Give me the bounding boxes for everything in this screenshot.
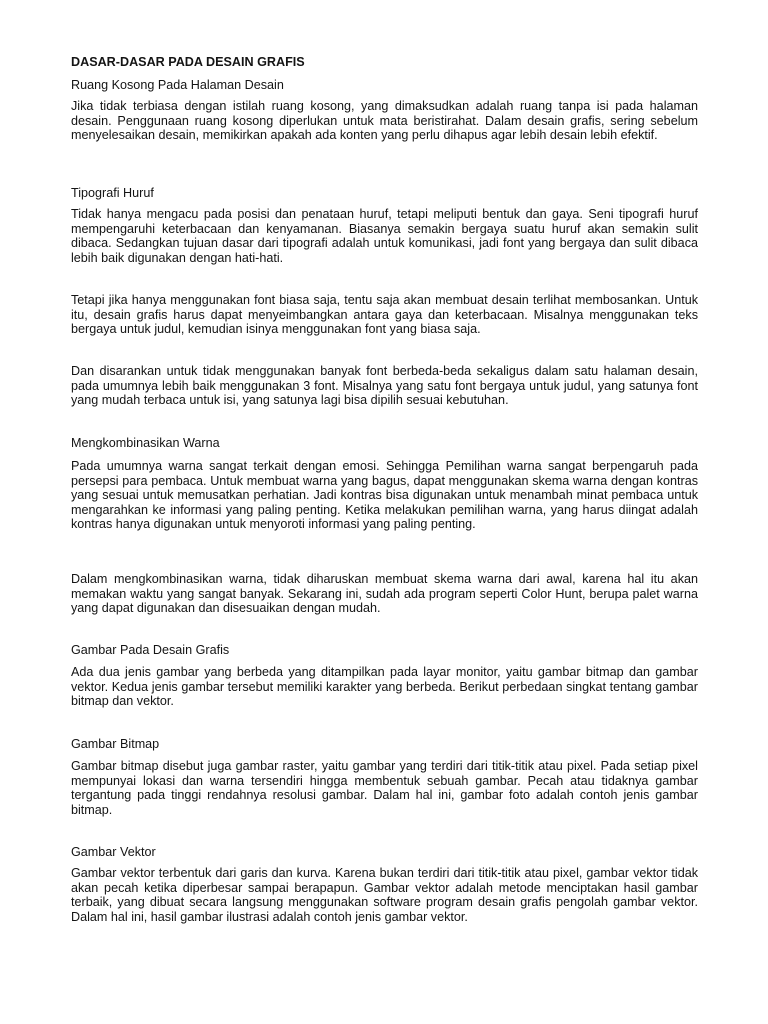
paragraph: Pada umumnya warna sangat terkait dengan emosi. Sehingga Pemilihan warna sangat berpengaruh pada persepsi para pembaca. Untuk membuat warna yang bagus, dapat menggunakan skema warna dengan kontras yang sesuai untuk memusatkan perhatian. Jadi kontras bisa digunakan untuk menambah minat pembaca untuk mengarahkan ke informasi yang paling penting. Ketika melakukan pemilihan warna, yang harus diingat adalah kontras hanya digunakan untuk menyoroti informasi yang paling penting. [71, 459, 698, 532]
paragraph: Jika tidak terbiasa dengan istilah ruang kosong, yang dimaksudkan adalah ruang tanpa isi pada halaman desain. Penggunaan ruang kosong diperlukan untuk mata beristirahat. Dalam desain grafis, sering sebelum menyelesaikan desain, memikirkan apakah ada konten yang perlu dihapus agar lebih desain lebih efektif. [71, 99, 698, 143]
paragraph: Gambar vektor terbentuk dari garis dan kurva. Karena bukan terdiri dari titik-titik atau pixel, gambar vektor tidak akan pecah ketika diperbesar sampai berapapun. Gambar vektor adalah metode menciptakan hasil gambar terbaik, yang dibuat secara langsung menggunakan software program desain grafis pengolah gambar vektor. Dalam hal ini, hasil gambar ilustrasi adalah contoh jenis gambar vektor. [71, 866, 698, 924]
paragraph: Ada dua jenis gambar yang berbeda yang ditampilkan pada layar monitor, yaitu gambar bitmap dan gambar vektor. Kedua jenis gambar tersebut memiliki karakter yang berbeda. Berikut perbedaan singkat tentang gambar bitmap dan vektor. [71, 665, 698, 709]
section-heading-ruang-kosong: Ruang Kosong Pada Halaman Desain [71, 78, 284, 92]
paragraph: Tidak hanya mengacu pada posisi dan penataan huruf, tetapi meliputi bentuk dan gaya. Seni tipografi huruf mempengaruhi keterbacaan dan kenyamanan. Biasanya semakin bergaya suatu huruf akan semakin sulit dibaca. Sedangkan tujuan dasar dari tipografi adalah untuk komunikasi, jadi font yang bergaya dan sulit dibaca lebih baik digunakan dengan hati-hati. [71, 207, 698, 265]
document-title: DASAR-DASAR PADA DESAIN GRAFIS [71, 55, 305, 69]
paragraph: Tetapi jika hanya menggunakan font biasa saja, tentu saja akan membuat desain terlihat membosankan. Untuk itu, desain grafis harus dapat menyeimbangkan antara gaya dan keterbacaan. Misalnya menggunakan teks bergaya untuk judul, kemudian isinya menggunakan font yang biasa saja. [71, 293, 698, 337]
section-heading-tipografi: Tipografi Huruf [71, 186, 154, 200]
section-heading-gambar-desain: Gambar Pada Desain Grafis [71, 643, 230, 657]
section-heading-gambar-bitmap: Gambar Bitmap [71, 737, 160, 751]
section-heading-gambar-vektor: Gambar Vektor [71, 845, 156, 859]
paragraph: Gambar bitmap disebut juga gambar raster, yaitu gambar yang terdiri dari titik-titik atau pixel. Pada setiap pixel mempunyai lokasi dan warna tersendiri hingga membentuk sebuah gambar. Pecah atau tidaknya gambar tergantung pada tinggi rendahnya resolusi gambar. Dalam hal ini, gambar foto adalah contoh jenis gambar bitmap. [71, 759, 698, 817]
paragraph: Dan disarankan untuk tidak menggunakan banyak font berbeda-beda sekaligus dalam satu halaman desain, pada umumnya lebih baik menggunakan 3 font. Misalnya yang satu font bergaya untuk judul, yang satunya font yang mudah terbaca untuk isi, yang satunya lagi bisa dipilih sesuai kebutuhan. [71, 364, 698, 408]
paragraph: Dalam mengkombinasikan warna, tidak diharuskan membuat skema warna dari awal, karena hal itu akan memakan waktu yang sangat banyak. Sekarang ini, sudah ada program seperti Color Hunt, berupa palet warna yang dapat digunakan dan disesuaikan dengan mudah. [71, 572, 698, 616]
section-heading-warna: Mengkombinasikan Warna [71, 436, 220, 450]
